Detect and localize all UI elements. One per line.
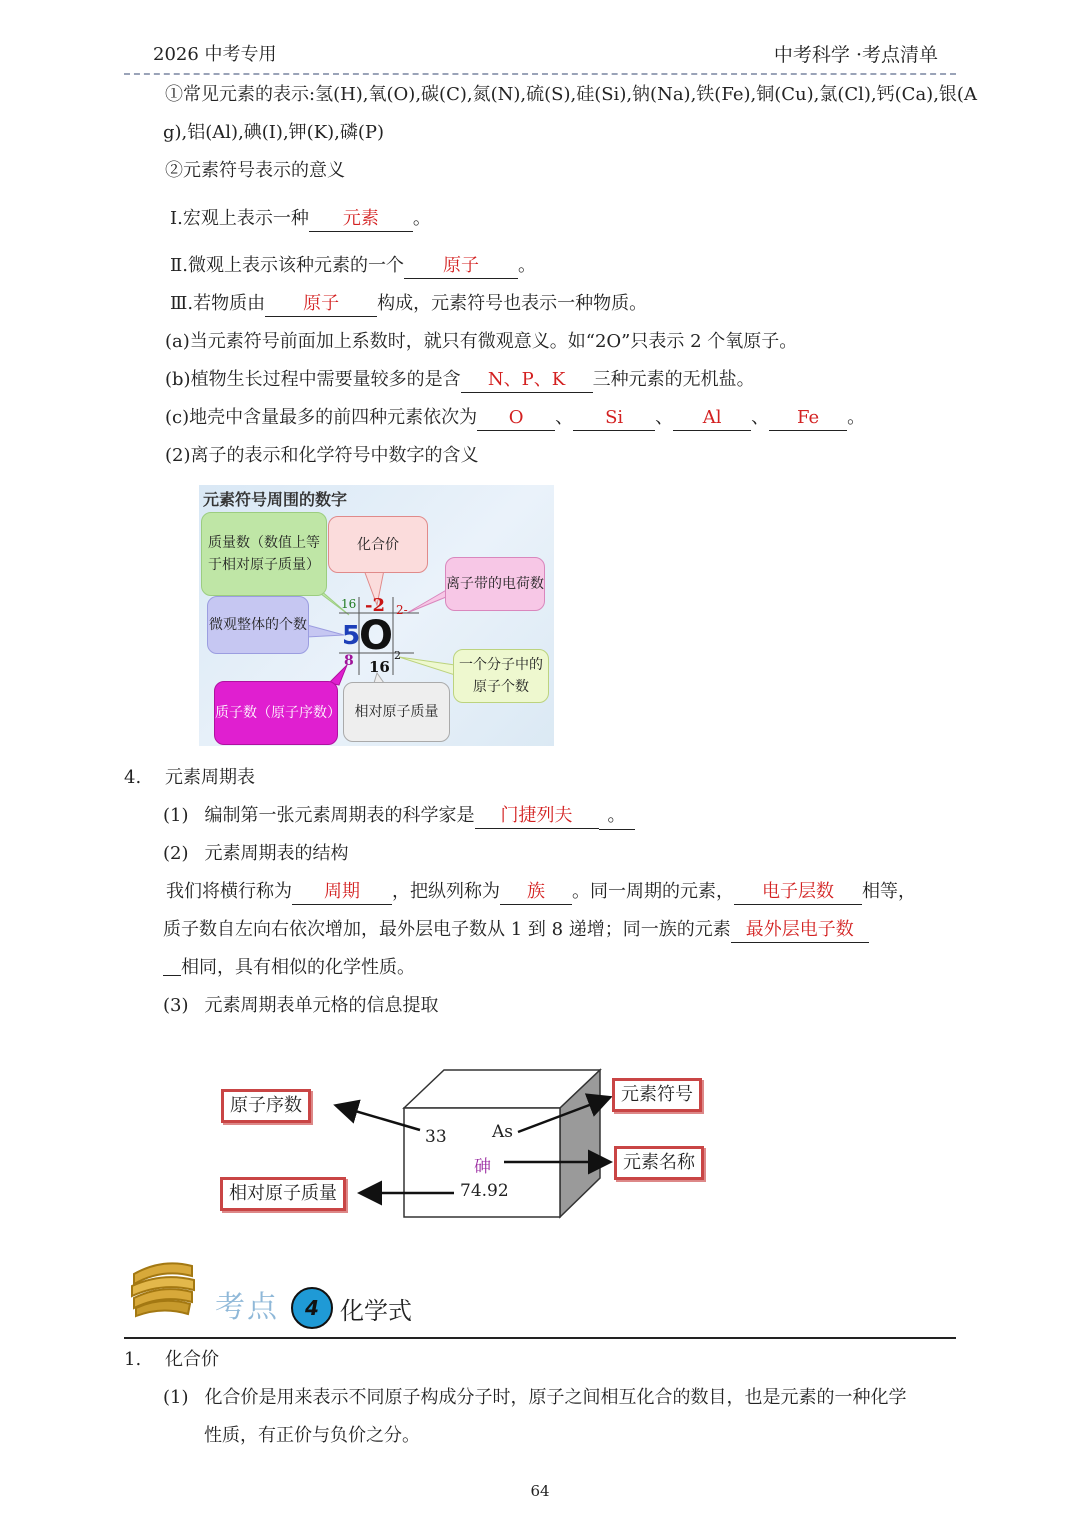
answer-element: 元素 xyxy=(309,207,413,232)
plant-nutrient-line xyxy=(165,367,755,393)
answer-group: 族 xyxy=(500,880,572,905)
valence-value: -2 xyxy=(365,595,385,616)
crust-elements-text: (c)地壳中含量最多的前四种元素依次为 xyxy=(165,407,478,428)
kaodian-divider xyxy=(124,1337,956,1339)
header-left: 2026 中考专用 xyxy=(153,44,277,65)
substance-meaning-line xyxy=(170,291,647,317)
books-icon xyxy=(128,1256,200,1318)
page-number: 64 xyxy=(530,1482,550,1500)
answer-o: O xyxy=(477,406,555,431)
answer-fe: Fe xyxy=(769,406,847,431)
label-element-name: 元素名称 xyxy=(614,1146,704,1180)
macro-meaning-line xyxy=(170,206,431,232)
separator: 、 xyxy=(751,407,770,428)
element-symbol: O xyxy=(359,613,394,659)
element-list-line2: g),铝(Al),碘(I),钾(K),磷(P) xyxy=(163,122,385,143)
period-group-text: 我们将横行称为 xyxy=(166,881,292,902)
micro-meaning-text: Ⅱ.微观上表示该种元素的一个 xyxy=(170,255,404,276)
valence-definition-line xyxy=(163,1385,907,1411)
symbol-numbers-diagram xyxy=(199,485,554,746)
ion-charge-value: 2- xyxy=(396,603,408,617)
answer-atom: 原子 xyxy=(404,254,518,279)
cell-mass: 74.92 xyxy=(460,1181,509,1201)
cell-symbol: As xyxy=(492,1122,514,1142)
label-relative-mass: 相对原子质量 xyxy=(220,1177,346,1211)
coefficient-value: 5 xyxy=(342,621,361,651)
label-atomic-number: 原子序数 xyxy=(221,1089,311,1123)
header-divider xyxy=(124,73,956,75)
separator: 、 xyxy=(555,407,574,428)
atoms-per-molecule-bubble: 一个分子中的原子个数 xyxy=(453,649,549,703)
answer-atom-2: 原子 xyxy=(265,292,377,317)
period: 。 xyxy=(412,208,431,229)
scientist-line xyxy=(163,803,635,830)
kaodian-number: 4 xyxy=(305,1296,319,1320)
period: 。 xyxy=(517,255,536,276)
substance-meaning-end: 构成，元素符号也表示一种物质。 xyxy=(377,293,648,314)
section-4-number: 4. xyxy=(124,767,142,788)
equal-text: 相等， xyxy=(862,881,916,902)
same-properties-text: 相同，具有相似的化学性质。 xyxy=(181,957,415,978)
item-number: (2) xyxy=(163,843,189,864)
separator: 、 xyxy=(655,407,674,428)
item-number: (3) xyxy=(163,995,189,1016)
mass-number-value: 16 xyxy=(341,597,357,611)
cell-info-heading: 元素周期表单元格的信息提取 xyxy=(204,995,439,1016)
diagram-title: 元素符号周围的数字 xyxy=(203,490,348,509)
proton-increase-text: 质子数自左向右依次增加，最外层电子数从 1 到 8 递增；同一族的元素 xyxy=(163,919,731,940)
macro-meaning-text: Ⅰ.宏观上表示一种 xyxy=(170,208,309,229)
valence-definition-cont: 性质，有正价与负价之分。 xyxy=(204,1425,420,1446)
cell-atomic-number: 33 xyxy=(425,1127,447,1147)
relative-mass-bubble: 相对原子质量 xyxy=(343,682,450,742)
proton-increase-line xyxy=(163,917,869,943)
item-number: (1) xyxy=(163,805,189,826)
micro-meaning-line xyxy=(170,253,536,279)
period-group-line xyxy=(166,879,916,905)
group-question: ，把纵列称为 xyxy=(392,881,500,902)
plant-nutrient-end: 三种元素的无机盐。 xyxy=(592,369,755,390)
relative-mass-value: 16 xyxy=(369,658,390,676)
answer-al: Al xyxy=(673,406,751,431)
period: 。 xyxy=(599,803,635,830)
ion-heading: (2)离子的表示和化学符号中数字的含义 xyxy=(165,445,479,466)
section-1-number: 1. xyxy=(124,1349,142,1370)
cell-info-line xyxy=(163,993,439,1019)
label-element-symbol: 元素符号 xyxy=(612,1078,702,1112)
item-number: (1) xyxy=(163,1387,189,1408)
proton-number-value: 8 xyxy=(344,653,354,669)
ion-charge-bubble: 离子带的电荷数 xyxy=(445,557,545,611)
header-right: 中考科学 ·考点清单 xyxy=(773,44,938,66)
valence-bubble: 化合价 xyxy=(328,516,428,573)
coefficient-note: (a)当元素符号前面加上系数时，就只有微观意义。如“2O”只表示 2 个氧原子。 xyxy=(165,331,798,352)
answer-period: 周期 xyxy=(292,880,392,905)
answer-npk: N、P、K xyxy=(461,368,593,393)
micro-count-bubble: 微观整体的个数 xyxy=(207,596,309,654)
element-list-line1: ①常见元素的表示:氢(H),氧(O),碳(C),氮(N),硫(S),硅(Si),钠(Na),铁(Fe),铜(Cu),氯(Cl),钙(Ca),银(A xyxy=(165,84,977,105)
plant-nutrient-text: (b)植物生长过程中需要量较多的是含 xyxy=(165,369,461,390)
answer-electron-shells: 电子层数 xyxy=(734,880,862,905)
blank-continuation xyxy=(163,957,181,976)
section-4-title: 元素周期表 xyxy=(165,767,255,788)
scientist-question: 编制第一张元素周期表的科学家是 xyxy=(204,805,475,826)
same-properties-line xyxy=(163,955,415,981)
valence-definition-text: 化合价是用来表示不同原子构成分子时，原子之间相互化合的数目，也是元素的一种化学 xyxy=(204,1387,907,1408)
periodic-cell-diagram xyxy=(320,1060,620,1230)
answer-mendeleev: 门捷列夫 xyxy=(475,804,599,829)
kaodian-title: 化学式 xyxy=(340,1297,412,1325)
structure-line xyxy=(163,841,349,867)
mass-number-bubble: 质量数（数值上等于相对原子质量） xyxy=(201,512,327,596)
same-period-text: 。同一周期的元素， xyxy=(572,881,734,902)
section-1-title: 化合价 xyxy=(165,1349,219,1370)
kaodian-number-badge xyxy=(291,1287,333,1329)
structure-heading: 元素周期表的结构 xyxy=(204,843,349,864)
cell-name: 砷 xyxy=(474,1157,491,1177)
answer-si: Si xyxy=(573,406,655,431)
symbol-meaning-heading: ②元素符号表示的意义 xyxy=(165,160,345,181)
substance-meaning-text: Ⅲ.若物质由 xyxy=(170,293,266,314)
period: 。 xyxy=(847,407,866,428)
subscript-value: 2 xyxy=(394,649,401,662)
crust-elements-line xyxy=(165,405,865,431)
answer-valence-electrons: 最外层电子数 xyxy=(731,918,869,943)
proton-number-bubble: 质子数（原子序数） xyxy=(214,681,338,745)
kaodian-word: 考点 xyxy=(215,1290,279,1325)
